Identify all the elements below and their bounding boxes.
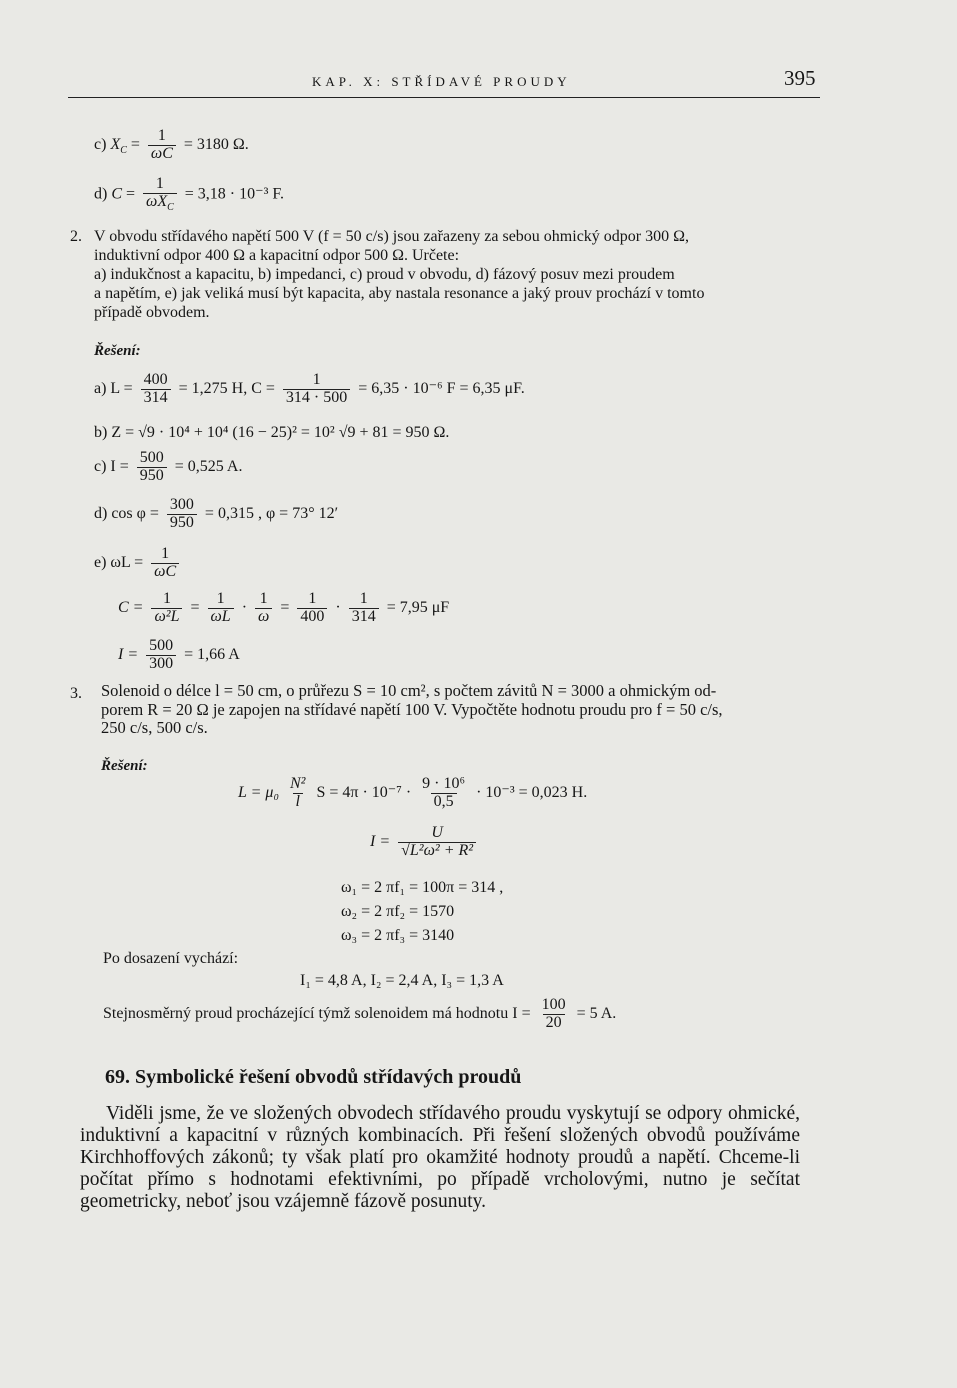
equation-c-xc: c) $X_C$ = $\frac{1}{\omega C}$ = 3180 Ω. — [94, 127, 249, 162]
text-line: induktivní odpor 400 Ω a kapacitní odpor 500 Ω. Určete: — [94, 247, 460, 264]
numerator: 1 — [157, 127, 166, 144]
fraction — [148, 128, 176, 163]
fraction — [297, 591, 327, 626]
result: · 10⁻³ = 0,023 H. — [476, 783, 588, 801]
numerator: 500 — [139, 449, 164, 466]
denominator: ωC — [151, 563, 179, 581]
numerator: 1 — [259, 590, 268, 607]
numerator: 1 — [162, 590, 171, 607]
problem-number: 2. — [70, 228, 82, 245]
header-rule — [68, 97, 820, 98]
denominator: √L²ω² + R² — [398, 842, 476, 860]
fraction — [255, 591, 272, 626]
subscript: C — [167, 201, 174, 213]
numerator: 100 — [541, 996, 566, 1013]
lhs: e) ωL = — [94, 553, 144, 571]
item-label: c) — [94, 135, 107, 153]
solution-label: Řešení: — [94, 343, 141, 359]
problem-2-text — [94, 227, 819, 322]
equation-inductance — [238, 776, 587, 811]
fraction — [151, 546, 179, 581]
fraction — [539, 997, 569, 1032]
result: = 1,66 A — [184, 645, 240, 663]
numerator: 1 — [308, 590, 317, 607]
denominator: 300 — [146, 655, 176, 673]
omega-2-line: ω₂ = 2 πf₂ = 1570 — [341, 903, 455, 920]
fraction — [208, 591, 234, 626]
dc-current-line — [103, 997, 616, 1032]
numerator: 1 — [155, 175, 164, 192]
numerator: 1 — [161, 545, 170, 562]
denominator: 20 — [543, 1014, 565, 1032]
fraction — [137, 450, 167, 485]
numerator: N² — [290, 775, 306, 792]
solution-label: Řešení: — [101, 758, 148, 774]
item-label: d) — [94, 185, 108, 203]
fraction — [287, 776, 308, 811]
denominator: 400 — [297, 608, 327, 626]
denominator — [143, 193, 177, 214]
denominator: 314 — [141, 389, 171, 407]
numerator: 500 — [149, 637, 174, 654]
equation-impedance-current — [370, 825, 480, 860]
substitution-label: Po dosazení vychází: — [103, 950, 239, 967]
text-line: a) indukčnost a kapacitu, b) impedanci, c) proud v obvodu, d) fázový posuv mezi proudem — [94, 266, 675, 283]
running-header: KAP. X: STŘÍDAVÉ PROUDY — [312, 74, 571, 89]
fraction — [419, 776, 468, 811]
denominator: 950 — [167, 514, 197, 532]
text-line: V obvodu střídavého napětí 500 V (f = 50 c/s) jsou zařazeny za sebou ohmický odpor 300 Ω, — [94, 228, 690, 245]
equation-d — [94, 497, 338, 532]
result: = 3,18 · 10⁻³ F. — [184, 185, 284, 203]
numerator: 1 — [359, 590, 368, 607]
results-line: I₁ = 4,8 A, I₂ = 2,4 A, I₃ = 1,3 A — [300, 972, 504, 989]
problem-3-text — [101, 682, 826, 738]
lhs: I = — [370, 832, 391, 850]
fraction — [167, 497, 197, 532]
fraction — [151, 591, 182, 626]
numerator: U — [431, 824, 443, 841]
page-number: 395 — [784, 66, 816, 90]
middle: = 1,275 H, C = — [178, 379, 275, 397]
numerator: 1 — [216, 590, 225, 607]
fraction — [141, 372, 171, 407]
denominator: 314 — [349, 608, 379, 626]
numerator: 400 — [143, 371, 168, 388]
text-line: porem R = 20 Ω je zapojen na střídavé napětí 100 V. Vypočtěte hodnotu proudu pro f = 50 c/s, — [101, 699, 723, 719]
lhs: c) I = — [94, 457, 129, 475]
omega-1-line: ω₁ = 2 πf₁ = 100π = 314 , — [341, 879, 504, 896]
result: = 0,315 , φ = 73° 12′ — [204, 504, 339, 522]
result: = 0,525 A. — [174, 457, 243, 475]
text-line: Solenoid o délce l = 50 cm, o průřezu S = 10 cm², s počtem závitů N = 3000 a ohmickým od- — [101, 681, 717, 700]
lhs: L = μ₀ — [238, 783, 279, 801]
dc-text: Stejnosměrný proud procházející týmž solenoidem má hodnotu I = — [103, 1004, 531, 1022]
numerator: 1 — [312, 371, 321, 388]
symbol: C — [111, 185, 122, 203]
result: = 6,35 · 10⁻⁶ F = 6,35 μF. — [358, 379, 525, 397]
equation-e — [94, 546, 183, 581]
numerator: 9 · 10⁶ — [422, 775, 466, 792]
denominator: ωL — [208, 608, 234, 626]
equation-capacity: C = $\frac{1}{\text{ω²L}}$ = $\frac{1}{\omega L}$ · $\frac{1}{\omega}$ = $\frac{1}{400}$ · $\frac{1}{314}$ = 7,95 μF — [118, 590, 450, 625]
denominator-text: ωX — [146, 192, 168, 210]
denominator: 950 — [137, 467, 167, 485]
equation-c — [94, 450, 242, 485]
fraction — [146, 638, 176, 673]
lhs: a) L = — [94, 379, 133, 397]
omega-3-line: ω₃ = 2 πf₃ = 3140 — [341, 927, 455, 944]
denominator: 0,5 — [431, 793, 457, 811]
result: = 5 A. — [576, 1004, 617, 1022]
equation-current — [118, 638, 240, 673]
denominator: ω²L — [151, 608, 182, 626]
text-line: 250 c/s, 500 c/s. — [101, 718, 208, 737]
result: = 3180 Ω. — [183, 135, 249, 153]
lhs: C = — [118, 598, 144, 616]
text-line: a napětím, e) jak veliká musí být kapacita, aby nastala resonance a jaký prouv prochází v tomto — [94, 285, 705, 302]
numerator: 300 — [169, 496, 194, 513]
lhs: I = — [118, 645, 139, 663]
fraction — [143, 176, 177, 213]
fraction — [283, 372, 350, 407]
result: = 7,95 μF — [386, 598, 450, 616]
fraction — [349, 591, 379, 626]
subscript: C — [120, 145, 127, 157]
lhs: d) cos φ = — [94, 504, 159, 522]
denominator: 314 · 500 — [283, 389, 350, 407]
equation-b: b) Z = √9 · 10⁴ + 10⁴ (16 − 25)² = 10² √9 + 81 = 950 Ω. — [94, 424, 450, 441]
denominator: ωC — [148, 145, 176, 163]
denominator: l — [293, 793, 303, 811]
middle: S = 4π · 10⁻⁷ · — [316, 783, 412, 801]
equation-d-c: d) C = $\frac{1}{\omega X_C}$ = 3,18 · 10⁻³ F. — [94, 175, 284, 213]
symbol: X — [110, 135, 121, 153]
section-heading: 69. Symbolické řešení obvodů střídavých proudů — [105, 1066, 522, 1088]
equation-a — [94, 372, 525, 407]
fraction — [398, 825, 476, 860]
problem-number: 3. — [70, 685, 82, 702]
text-line: případě obvodem. — [94, 304, 210, 321]
denominator: ω — [255, 608, 272, 626]
section-body: Viděli jsme, že ve složených obvodech střídavého proudu vyskytují se odpory ohmické, induktivní a kapacitní v různých kombinacích. Při řešení složených obvodů používáme Kirchhoffových zákonů; ty však platí pro okamžité hodnoty proudů a napětí. Chceme-li počítat přímo s hodnotami efektivními, po případě vrcholovými, nutno je sečítat geometricky, neboť jsou vzájemně fázově posunuty. — [80, 1103, 800, 1212]
